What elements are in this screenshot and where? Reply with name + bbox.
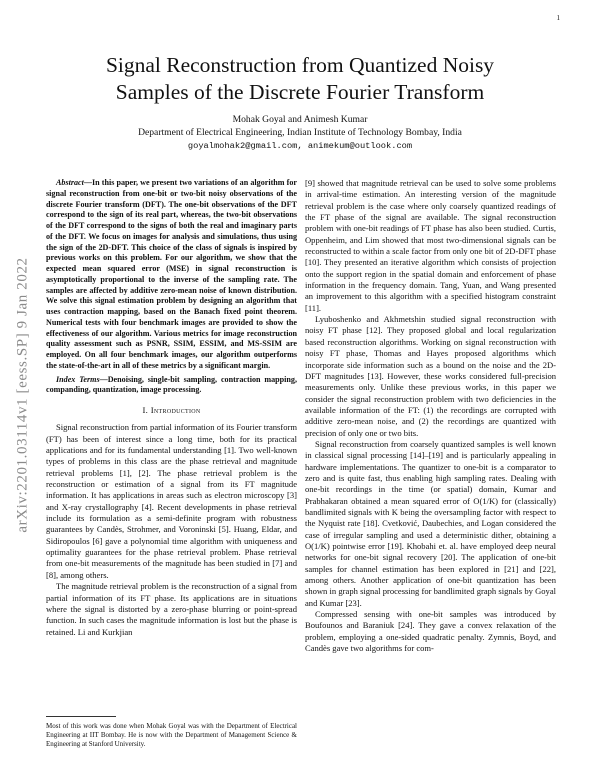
right-paragraph-4: Compressed sensing with one-bit samples was introduced by Boufounos and Baraniuk [24]. They gave a convex relaxation of the problem, employing a one-sided quadratic penalty. Zymnis, Boyd, and Candès gave two algorithms for com- <box>305 609 556 654</box>
right-paragraph-1: [9] showed that magnitude retrieval can be used to solve some problems in arrival-time estimation. An interesting version of the magnitude retrieval problem is the case where only coarsely quantized readings of the FT phase of the signal are available. The signal reconstruction problem with one-bit readings of FT phase has also been studied. Curtis, Oppenheim, and Lim showed that most two-dimensional signals can be reconstructed to within a scale factor from only one bit of 2D-DFT phase [10]. They presented an iterative algorithm which consists of projection onto the support region in the spatial domain and enforcement of phase information in the frequency domain. Tang, Yuan, and Wang presented an improvement to this algorithm with a specified histogram constraint [11]. <box>305 178 556 313</box>
authors: Mohak Goyal and Animesh Kumar <box>232 114 368 125</box>
footnote: Most of this work was done when Mohak Goyal was with the Department of Electrical Engineering at IIT Bombay. He is now with the Department of Management Science & Engineering at Stanford University. <box>46 722 297 749</box>
intro-paragraph-2: The magnitude retrieval problem is the reconstruction of a signal from partial information of its FT phase. Its applications are in situations where the signal is distorted by a zero-phase blurring or point-spread function. In such cases the magnitude information is lost but the phase is retained. Li and Kurkjian <box>46 581 297 637</box>
index-terms-text: —Denoising, single-bit sampling, contraction mapping, companding, quantization, image processing. <box>46 374 297 395</box>
right-paragraph-2: Lyuboshenko and Akhmetshin studied signal reconstruction with noisy FT phase [12]. They proposed global and local regularization based reconstruction algorithms. Working on signal reconstruction with noisy FT phase, Thomas and Hayes proposed algorithms which incorporate side information such as a bound on the noise and the 2D-DFT magnitudes [13]. However, these works considered full-precision measurements only. Unlike these previous works, in this paper we consider the signal reconstruction problem with two deficiencies in the available information of the FT: (1) the recordings are corrupted with additive zero-mean noise, and (2) the recordings are quantized with precision of only one or two bits. <box>305 314 556 438</box>
affiliation: Department of Electrical Engineering, Indian Institute of Technology Bombay, India <box>138 127 462 138</box>
section-number: I. <box>142 405 149 415</box>
page-number: 1 <box>556 14 560 22</box>
abstract-text: —In this paper, we present two variations of an algorithm for signal reconstruction from one-bit or two-bit noisy observations of the discrete Fourier transform (DFT). The one-bit observations of the DFT correspond to the sign of its real part, whereas, the two-bit observations of the DFT correspond to the signs of both the real and imaginary parts of the DFT. We focus on images for analysis and simulations, thus using the sign of the 2D-DFT. This choice of the class of signals is inspired by previous works on this problem. For our algorithm, we show that the expected mean squared error (MSE) in signal reconstruction is asymptotically proportional to the inverse of the sampling rate. The samples are affected by additive zero-mean noise of known distribution. We solve this signal estimation problem by designing an algorithm that uses contraction mapping, based on the Banach fixed point theorem. Numerical tests with four benchmark images are provided to show the effectiveness of our algorithm. Various metrics for image reconstruction quality assessment such as PSNR, SSIM, ESSIM, and MS-SSIM are employed. On all four benchmark images, our algorithm outperforms the state-of-the-art in all of these metrics by a significant margin. <box>46 178 297 370</box>
section-title: Introduction <box>150 405 201 415</box>
paper-title <box>55 52 545 106</box>
left-column <box>46 178 297 638</box>
abstract-lead: Abstract <box>56 178 84 187</box>
intro-paragraph-1: Signal reconstruction from partial information of its Fourier transform (FT) has been of interest since a long time, both for its practical applications and for its fundamental understanding [1]. Two well-known types of problems in this class are the phase retrieval and magnitude retrieval problems [1], [2]. The phase retrieval problem is the reconstruction or estimation of a signal from its FT magnitude information. It has applications in areas such as electron microscopy [3] and X-ray crystallography [4]. Recent developments in phase retrieval include its formulation as a semi-definite program with robustness guarantees by Candès, Strohmer, and Voroninski [5]. Huang, Eldar, and Sidiropoulos [6] gave a polynomial time algorithm with uniqueness and optimality guarantees for the phase retrieval problem. Phase retrieval from one-bit measurements of the magnitude has been studied in [7] and [8], among others. <box>46 422 297 580</box>
right-column <box>305 178 556 654</box>
right-paragraph-3: Signal reconstruction from coarsely quantized samples is well known in classical signal processing [14]–[19] and is particularly appealing in hardware implementations. The quantizer to one-bit is a comparator to zero and is quite fast, thus enabling high sampling rates. Dealing with one-bit recordings in the time (or spatial) domain, Kumar and Prabhakaran obtained a mean squared error of O(1/K) for (classically) bandlimited signals with K being the oversampling factor with respect to the Nyquist rate [18]. Cvetković, Daubechies, and Logan considered the case of irregular sampling and used a deterministic dither, obtaining a O(1/K) pointwise error [19]. Khobahi et. al. have employed deep neural networks for one-bit signal recovery [20]. The application of one-bit samples for channel estimation has been explored in [21] and [22], among others. Another application of one-bit quantization has been shown in graph signal processing for bandlimited graph signals by Goyal and Kumar [23]. <box>305 438 556 608</box>
index-terms-lead: Index Terms <box>56 374 100 384</box>
footnote-rule <box>46 716 116 717</box>
index-terms <box>46 375 297 397</box>
title-line-2: Samples of the Discrete Fourier Transform <box>115 80 485 104</box>
arxiv-stamp <box>8 180 38 610</box>
abstract <box>46 178 297 372</box>
section-heading <box>46 405 297 416</box>
title-line-1: Signal Reconstruction from Quantized Noisy <box>105 53 495 77</box>
arxiv-stamp-text: arXiv:2201.03114v1 [eess.SP] 9 Jan 2022 <box>14 257 31 533</box>
author-emails: goyalmohak2@gmail.com, animekum@outlook.com <box>187 141 413 151</box>
